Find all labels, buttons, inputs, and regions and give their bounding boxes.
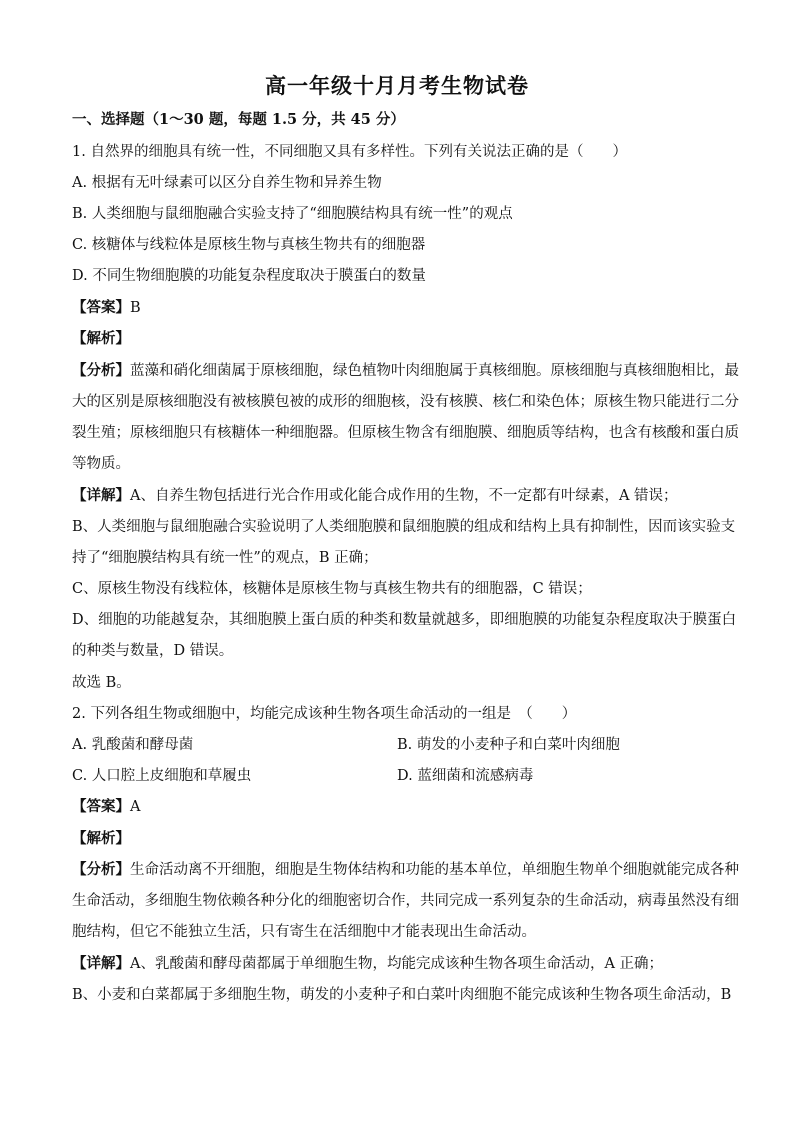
question-1-jiexi-tag: 【解析】 bbox=[72, 330, 130, 347]
xiangjie-tag: 【详解】 bbox=[72, 955, 130, 972]
question-2-answer bbox=[72, 795, 140, 816]
question-1-xiangjie-line: D、细胞的功能越复杂，其细胞膜上蛋白质的种类和数量就越多，即细胞膜的功能复杂程度取决于膜蛋白 bbox=[72, 612, 737, 628]
question-2-jiexi-tag: 【解析】 bbox=[72, 830, 130, 847]
question-1-option-a: A. 根据有无叶绿素可以区分自养生物和异养生物 bbox=[72, 175, 382, 191]
question-1-option-c: C. 核糖体与线粒体是原核生物与真核生物共有的细胞器 bbox=[72, 237, 426, 253]
question-1-xiangjie-line: 的种类与数量，D 错误。 bbox=[72, 643, 234, 659]
xiangjie-text: A、自养生物包括进行光合作用或化能合成作用的生物，不一定都有叶绿素，A 错误； bbox=[130, 488, 678, 504]
question-1-option-b: B. 人类细胞与鼠细胞融合实验支持了“细胞膜结构具有统一性”的观点 bbox=[72, 206, 513, 222]
question-1-xiangjie-line: 持了“细胞膜结构具有统一性”的观点，B 正确； bbox=[72, 550, 378, 566]
question-1-xiangjie-line: C、原核生物没有线粒体，核糖体是原核生物与真核生物共有的细胞器，C 错误； bbox=[72, 581, 592, 597]
question-2-option-b: B. 萌发的小麦种子和白菜叶肉细胞 bbox=[397, 737, 620, 753]
question-1-fenxi-line: 裂生殖；原核细胞只有核糖体一种细胞器。但原核生物含有细胞膜、细胞质等结构，也含有核酸和蛋白质 bbox=[72, 425, 739, 441]
question-1-fenxi-line bbox=[72, 359, 739, 380]
question-2-fenxi-line bbox=[72, 858, 739, 879]
question-2-xiangjie-line bbox=[72, 952, 663, 973]
question-2-stem: 2. 下列各组生物或细胞中，均能完成该种生物各项生命活动的一组是 （ ） bbox=[72, 706, 577, 722]
question-2-xiangjie-line: B、小麦和白菜都属于多细胞生物，萌发的小麦种子和白菜叶肉细胞不能完成该种生物各项生命活动，B bbox=[72, 987, 732, 1003]
question-2-option-a: A. 乳酸菌和酵母菌 bbox=[72, 737, 194, 753]
question-2-option-d: D. 蓝细菌和流感病毒 bbox=[397, 768, 534, 784]
question-1-answer bbox=[72, 296, 141, 317]
question-1-stem: 1. 自然界的细胞具有统一性，不同细胞又具有多样性。下列有关说法正确的是（ ） bbox=[72, 144, 627, 160]
question-2-fenxi-line: 胞结构，但它不能独立生活，只有寄生在活细胞中才能表现出生命活动。 bbox=[72, 924, 536, 940]
fenxi-text: 蓝藻和硝化细菌属于原核细胞，绿色植物叶肉细胞属于真核细胞。原核细胞与真核细胞相比，最 bbox=[130, 363, 739, 379]
answer-tag: 【答案】 bbox=[72, 299, 130, 316]
answer-tag: 【答案】 bbox=[72, 798, 130, 815]
question-1-conclusion: 故选 B。 bbox=[72, 675, 131, 691]
question-1-xiangjie-line: B、人类细胞与鼠细胞融合实验说明了人类细胞膜和鼠细胞膜的组成和结构上具有抑制性，因而该实验支 bbox=[72, 519, 736, 535]
question-2-option-c: C. 人口腔上皮细胞和草履虫 bbox=[72, 768, 252, 784]
xiangjie-text: A、乳酸菌和酵母菌都属于单细胞生物，均能完成该种生物各项生命活动，A 正确； bbox=[130, 956, 664, 972]
question-1-fenxi-line: 等物质。 bbox=[72, 456, 130, 472]
question-1-fenxi-line: 大的区别是原核细胞没有被核膜包被的成形的细胞核，没有核膜、核仁和染色体；原核生物只能进行二分 bbox=[72, 394, 739, 410]
page-title: 高一年级十月月考生物试卷 bbox=[265, 73, 529, 98]
fenxi-tag: 【分析】 bbox=[72, 861, 130, 878]
question-2-fenxi-line: 生命活动，多细胞生物依赖各种分化的细胞密切合作，共同完成一系列复杂的生命活动，病毒虽然没有细 bbox=[72, 893, 739, 909]
question-1-option-d: D. 不同生物细胞膜的功能复杂程度取决于膜蛋白的数量 bbox=[72, 268, 426, 284]
xiangjie-tag: 【详解】 bbox=[72, 487, 130, 504]
question-1-xiangjie-line bbox=[72, 484, 678, 505]
section-header: 一、选择题（1～30 题，每题 1.5 分，共 45 分） bbox=[72, 111, 405, 128]
answer-value: B bbox=[130, 300, 141, 316]
answer-value: A bbox=[130, 799, 141, 815]
fenxi-text: 生命活动离不开细胞，细胞是生物体结构和功能的基本单位，单细胞生物单个细胞就能完成各种 bbox=[130, 862, 739, 878]
fenxi-tag: 【分析】 bbox=[72, 362, 130, 379]
